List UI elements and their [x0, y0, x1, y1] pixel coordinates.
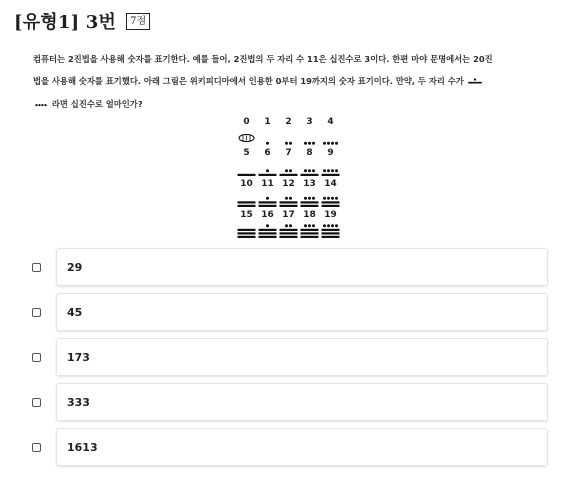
- maya-cell: [320, 148, 341, 179]
- maya-cell: [257, 179, 278, 210]
- maya-glyph-icon: [33, 93, 49, 108]
- maya-numeral-six-icon: [467, 70, 483, 93]
- maya-number-label: 19: [324, 210, 337, 220]
- answer-option-box[interactable]: [56, 248, 548, 286]
- maya-number-label: 5: [243, 148, 250, 158]
- maya-number-label: 16: [261, 210, 274, 220]
- answer-checkbox[interactable]: [32, 398, 41, 407]
- maya-cell: [320, 210, 341, 241]
- answer-option[interactable]: [32, 248, 548, 286]
- answer-option-label: 333: [67, 396, 90, 409]
- question-line-2-text: 법을 사용해 숫자를 표기했다. 아래 그림은 위키피디아에서 인용한 0부터 19까지의 숫자 표기이다. 만약, 두 자리 수가: [33, 76, 464, 86]
- question-line-1: 컴퓨터는 2진법을 사용해 숫자를 표기한다. 예를 들어, 2진법의 두 자리 수 11은 십진수로 3이다. 한편 마야 문명에서는 20진: [33, 54, 493, 64]
- maya-cell: [299, 210, 320, 241]
- maya-row: [236, 117, 346, 148]
- maya-cell: [236, 210, 257, 241]
- question-title: [유형1] 3번: [14, 12, 117, 33]
- maya-cell: [299, 148, 320, 179]
- maya-number-label: 12: [282, 179, 295, 189]
- maya-numeral-table: [236, 117, 346, 241]
- answer-option[interactable]: [32, 383, 548, 421]
- answer-option-label: 29: [67, 261, 83, 274]
- answer-option[interactable]: [32, 338, 548, 376]
- maya-number-label: 9: [327, 148, 334, 158]
- maya-cell: [236, 148, 257, 179]
- maya-cell: [299, 179, 320, 210]
- maya-glyph-icon: [320, 220, 341, 240]
- answer-checkbox[interactable]: [32, 353, 41, 362]
- maya-number-label: 11: [261, 179, 274, 189]
- answer-option[interactable]: [32, 428, 548, 466]
- maya-glyph-icon: [236, 189, 257, 209]
- answer-option-box[interactable]: [56, 338, 548, 376]
- maya-glyph-icon: [278, 189, 299, 209]
- maya-number-label: 2: [285, 117, 292, 127]
- maya-cell: [299, 117, 320, 148]
- maya-glyph-icon: [320, 158, 341, 178]
- answer-option-label: 173: [67, 351, 90, 364]
- maya-glyph-icon: [320, 189, 341, 209]
- maya-glyph-icon: [299, 220, 320, 240]
- maya-number-label: 14: [324, 179, 337, 189]
- maya-glyph-icon: [257, 189, 278, 209]
- question-line-2: [33, 70, 553, 93]
- answer-option-box[interactable]: [56, 293, 548, 331]
- maya-number-label: 4: [327, 117, 334, 127]
- maya-cell: [320, 117, 341, 148]
- maya-glyph-icon: [320, 127, 341, 147]
- maya-glyph-icon: [278, 158, 299, 178]
- question-text: [33, 48, 553, 116]
- points-badge: 7점: [126, 13, 150, 30]
- maya-cell: [257, 117, 278, 148]
- maya-cell: [320, 179, 341, 210]
- question-line-3: [33, 93, 553, 116]
- maya-cell: [236, 179, 257, 210]
- maya-glyph-icon: [467, 70, 483, 85]
- answer-option-label: 1613: [67, 441, 98, 454]
- maya-number-label: 17: [282, 210, 295, 220]
- maya-number-label: 3: [306, 117, 313, 127]
- answer-option-label: 45: [67, 306, 83, 319]
- maya-number-label: 18: [303, 210, 316, 220]
- answer-checkbox[interactable]: [32, 308, 41, 317]
- maya-cell: [236, 117, 257, 148]
- question-header: [14, 8, 150, 34]
- maya-number-label: 10: [240, 179, 253, 189]
- maya-cell: [257, 210, 278, 241]
- maya-numeral-four-icon: [33, 93, 49, 116]
- maya-glyph-icon: [257, 158, 278, 178]
- answer-checkbox[interactable]: [32, 263, 41, 272]
- maya-number-label: 1: [264, 117, 271, 127]
- answer-checkbox[interactable]: [32, 443, 41, 452]
- maya-cell: [257, 148, 278, 179]
- answer-option-box[interactable]: [56, 428, 548, 466]
- maya-cell: [278, 179, 299, 210]
- maya-row: [236, 210, 346, 241]
- maya-number-label: 0: [243, 117, 250, 127]
- maya-glyph-icon: [299, 189, 320, 209]
- maya-row: [236, 148, 346, 179]
- maya-glyph-icon: [257, 220, 278, 240]
- maya-glyph-icon: [236, 220, 257, 240]
- maya-glyph-icon: [299, 158, 320, 178]
- maya-number-label: 6: [264, 148, 271, 158]
- maya-glyph-icon: [257, 127, 278, 147]
- maya-number-label: 8: [306, 148, 313, 158]
- question-line-3-text: 라면 십진수로 얼마인가?: [51, 99, 143, 109]
- maya-cell: [278, 117, 299, 148]
- maya-glyph-icon: [236, 158, 257, 178]
- maya-number-label: 15: [240, 210, 253, 220]
- maya-cell: [278, 210, 299, 241]
- maya-number-label: 7: [285, 148, 292, 158]
- maya-row: [236, 179, 346, 210]
- maya-number-label: 13: [303, 179, 316, 189]
- maya-cell: [278, 148, 299, 179]
- maya-glyph-icon: [299, 127, 320, 147]
- maya-glyph-icon: [278, 127, 299, 147]
- maya-glyph-icon: [278, 220, 299, 240]
- answer-option[interactable]: [32, 293, 548, 331]
- answer-option-box[interactable]: [56, 383, 548, 421]
- maya-glyph-icon: [236, 127, 257, 147]
